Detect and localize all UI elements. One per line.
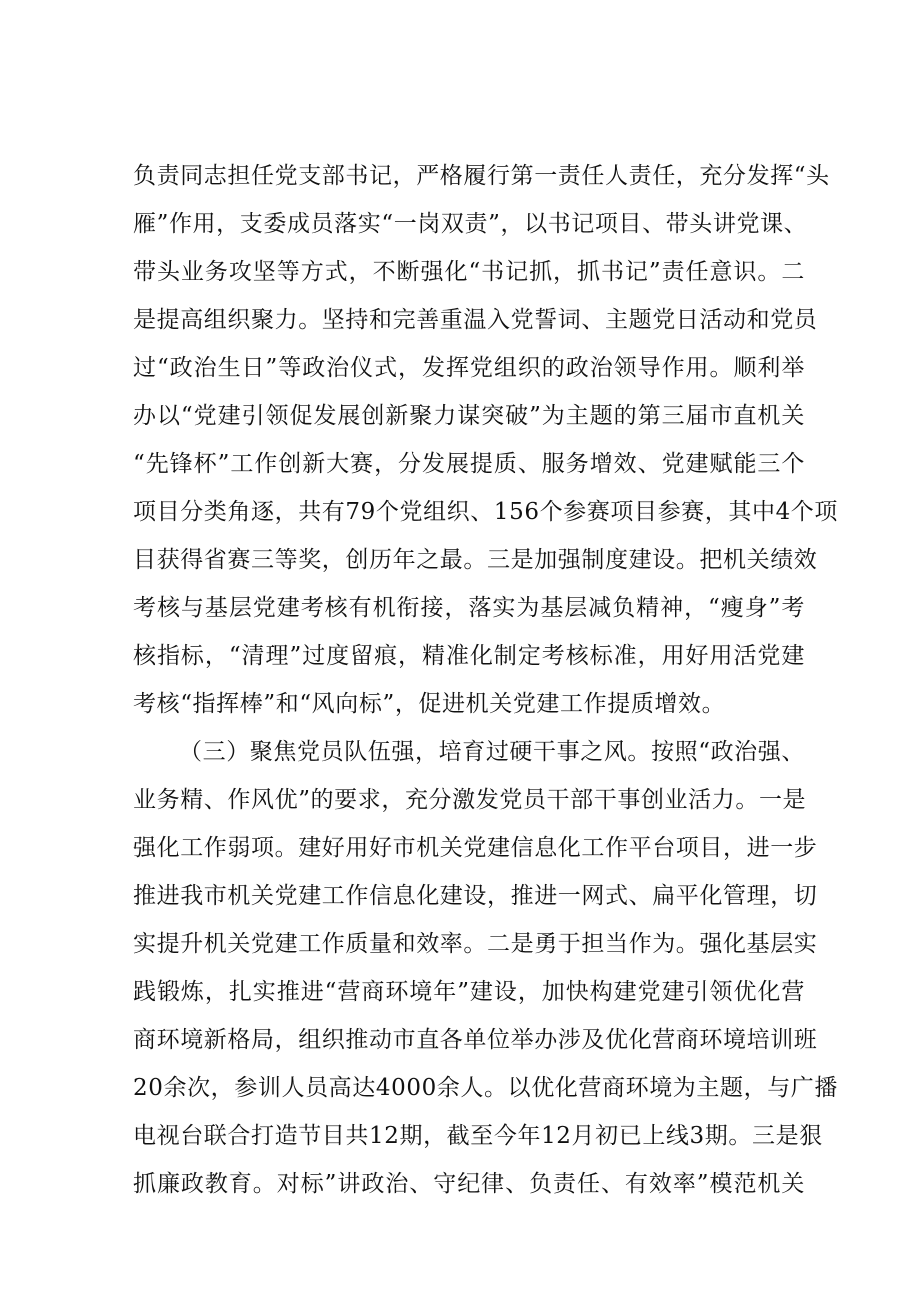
text-line: 负责同志担任党支部书记，严格履行第一责任人责任，充分发挥“头 <box>133 163 830 189</box>
text-line: 践锻炼，扎实推进“营商环境年”建设，加快构建党建引领优化营 <box>133 979 805 1005</box>
text-line: 推进我市机关党建工作信息化建设，推进一网式、扁平化管理，切 <box>133 883 818 909</box>
text-line: 项目分类角逐，共有79个党组织、156个参赛项目参赛，其中4个项 <box>133 499 838 525</box>
text-line: 电视台联合打造节目共12期，截至今年12月初已上线3期。三是狠 <box>133 1123 823 1149</box>
text-line: 是提高组织聚力。坚持和完善重温入党誓词、主题党日活动和党员 <box>133 307 818 333</box>
text-line: 过“政治生日”等政治仪式，发挥党组织的政治领导作用。顺利举 <box>133 355 805 381</box>
text-line: 目获得省赛三等奖，创历年之最。三是加强制度建设。把机关绩效 <box>133 547 818 573</box>
text-line: 雁”作用，支委成员落实“一岗双责”，以书记项目、带头讲党课、 <box>133 211 808 237</box>
text-line: “先锋杯”工作创新大赛，分发展提质、服务增效、党建赋能三个 <box>133 451 805 477</box>
text-line: 业务精、作风优”的要求，充分激发党员干部干事创业活力。一是 <box>133 787 807 813</box>
text-line: 20余次，参训人员高达4000余人。以优化营商环境为主题，与广播 <box>133 1075 838 1101</box>
text-line: 实提升机关党建工作质量和效率。二是勇于担当作为。强化基层实 <box>133 931 818 957</box>
paragraph-party-branch-leadership <box>133 152 838 728</box>
text-line: 商环境新格局，组织推动市直各单位举办涉及优化营商环境培训班 <box>133 1027 818 1053</box>
text-line: 核指标，“清理”过度留痕，精准化制定考核标准，用好用活党建 <box>133 643 805 669</box>
paragraph-party-member-team <box>133 728 838 1208</box>
text-line: 带头业务攻坚等方式，不断强化“书记抓，抓书记”责任意识。二 <box>133 259 805 285</box>
text-line: 考核与基层党建考核有机衔接，落实为基层减负精神，“瘦身”考 <box>133 595 805 621</box>
text-line: 强化工作弱项。建好用好市机关党建信息化工作平台项目，进一步 <box>133 835 818 861</box>
section-heading-line: （三）聚焦党员队伍强，培育过硬干事之风。按照“政治强、 <box>179 739 805 765</box>
document-body <box>133 152 838 1208</box>
text-line: 考核“指挥棒”和“风向标”，促进机关党建工作提质增效。 <box>133 691 726 717</box>
text-line: 抓廉政教育。对标”讲政治、守纪律、负责任、有效率”模范机关 <box>133 1171 805 1197</box>
text-line: 办以“党建引领促发展创新聚力谋突破”为主题的第三届市直机关 <box>133 403 805 429</box>
